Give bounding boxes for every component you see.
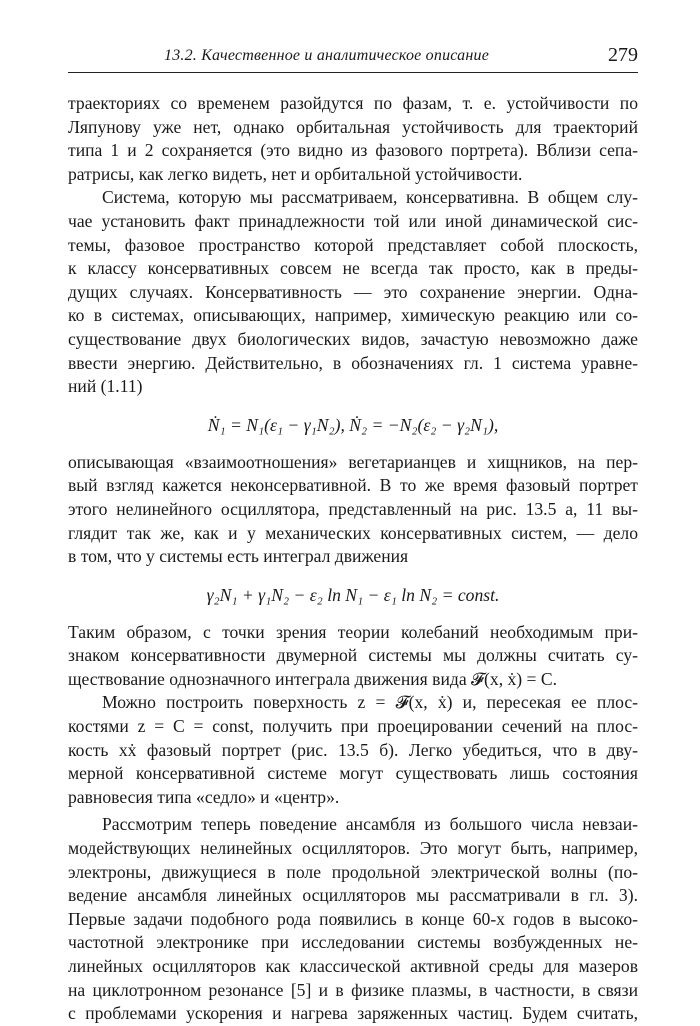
text-line: описывающая «взаимоотношения» вегетарианцев и хищников, на пер- — [68, 451, 638, 472]
text-line: Ляпунову уже нет, однако орбитальная устойчивость для траекторий — [68, 116, 638, 137]
text-line: ведение ансамбля линейных осцилляторов мы рассматривали в гл. 3). — [68, 885, 638, 906]
paragraph — [68, 621, 638, 692]
text-line: ко в системах, описывающих, например, химическую реакцию или со- — [68, 305, 638, 326]
text-line: ввести энергию. Действительно, в обозначениях гл. 1 система уравне- — [68, 352, 638, 373]
text-line: типа 1 и 2 сохраняется (это видно из фазового портрета). Вблизи сепа- — [68, 140, 638, 161]
text-line: на циклотронном резонансе [5] и в физике плазмы, в частности, в связи — [68, 979, 638, 1000]
text-line: с проблемами ускорения и нагрева заряженных частиц. Будем считать, — [68, 1003, 638, 1024]
text-line: Первые задачи подобного рода появились в конце 60-х годов в высоко- — [68, 908, 638, 929]
text-line: глядит так же, как и у механических консервативных систем, — дело — [68, 522, 638, 543]
running-header — [68, 44, 638, 73]
text-line: кость xẋ фазовый портрет (рис. 13.5 б). Легко убедиться, что в дву- — [68, 739, 638, 760]
text-line: траекториях со временем разойдутся по фазам, т. е. устойчивости по — [68, 93, 638, 113]
text-line: существование двух биологических видов, зачастую невозможно даже — [68, 328, 638, 349]
section-title: 13.2. Качественное и аналитическое описание — [164, 47, 490, 64]
text-line: этого нелинейного осциллятора, представленный на рис. 13.5 а, 11 вы- — [68, 498, 638, 519]
paragraph — [68, 451, 638, 569]
text-line: ратрисы, как легко видеть, нет и орбитальной устойчивости. — [68, 163, 523, 184]
text-line: Рассмотрим теперь поведение ансамбля из большого числа невзаи- — [102, 814, 638, 835]
text-line: костями z = C = const, получить при проецировании сечений на плос- — [68, 716, 638, 737]
text-line: чае установить факт принадлежности той или иной динамической сис- — [68, 210, 638, 231]
text-line: электроны, движущиеся в поле продольной электрической волны (по- — [68, 861, 638, 882]
text-line: линейных осцилляторов как классической активной среды для мазеров — [68, 956, 638, 976]
text-line: в том, что у системы есть интеграл движения — [68, 546, 409, 567]
equation-lotka-volterra: Ṅ₁ = N₁(ε₁ − γ₁N₂), Ṅ₂ = −N₂(ε₂ − γ₂N₁), — [207, 414, 499, 435]
text-line: к классу консервативных совсем не всегда так просто, как в преды- — [68, 258, 638, 279]
text-line: вый взгляд кажется неконсервативной. В то же время фазовый портрет — [68, 475, 638, 496]
paragraph — [68, 186, 638, 398]
paragraph — [68, 691, 638, 809]
text-line: Таким образом, с точки зрения теории колебаний необходимым при- — [68, 621, 638, 642]
page-number: 279 — [608, 44, 638, 66]
equation-integral-of-motion: γ₂N₁ + γ₁N₂ − ε₂ ln N₁ − ε₁ ln N₂ = const. — [206, 584, 500, 605]
text-line: частотной электронике при исследовании системы возбужденных не- — [68, 932, 638, 953]
text-line: ний (1.11) — [68, 376, 143, 397]
paragraph — [68, 92, 638, 186]
text-line: модействующих нелинейных осцилляторов. Это могут быть, например, — [68, 838, 638, 859]
text-line: Система, которую мы рассматриваем, консервативна. В общем слу- — [102, 187, 638, 208]
text-line: темы, фазовое пространство которой представляет собой плоскость, — [68, 234, 638, 255]
text-line: мерной консервативной системе могут существовать лишь состояния — [68, 763, 638, 784]
text-line: ществование однозначного интеграла движения вида 𝓕(x, ẋ) = C. — [68, 668, 558, 689]
text-line: дущих случаях. Консервативность — это сохранение энергии. Одна- — [68, 281, 638, 302]
text-line: Можно построить поверхность z = 𝓕(x, ẋ) и, пересекая ее плос- — [102, 692, 638, 713]
page-body — [68, 92, 638, 1026]
paragraph — [68, 813, 638, 1025]
text-line: знаком консервативности двумерной системы мы должны считать су- — [68, 645, 638, 666]
text-line: равновесия типа «седло» и «центр». — [68, 786, 340, 807]
